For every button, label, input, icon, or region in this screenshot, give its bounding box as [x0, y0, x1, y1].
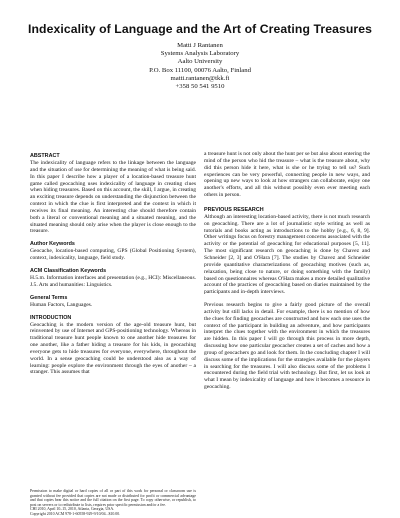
previous-research-heading: PREVIOUS RESEARCH	[204, 206, 264, 213]
author-phone: +358 50 541 9510	[175, 83, 225, 91]
conference-line: CHI 2010, April 10–15, 2010, Atlanta, Georgia, USA.	[30, 507, 115, 512]
acm-classification-heading: ACM Classification Keywords	[30, 267, 107, 274]
paper-title: Indexicality of Language and the Art of Creating Treasures	[28, 22, 372, 36]
general-terms-heading: General Terms	[30, 294, 68, 301]
previous-research-paragraph-2: Previous research begins to give a fairly good picture of the overall activity but still lacks in detail. For example, there is no mention of how the clues for finding geocaches are constructed and how each one uses the context of the participant in building an adventure, and how participants interpret the clues together with the environment in which the treasures are hidden. In this paper I will go through this process in more depth, discussing how one particular geocacher creates a set of caches and how a group of geocachers go and look for them. In the concluding chapter I will discuss some of the implications for the strategies available for the players in searching for the treasures. I will also discuss some of the problems I encountered during the field trial with technology. But first, let us look at what I mean by indexicality of language and how it becomes a resource in geocaching.	[204, 302, 370, 391]
author-address: P.O. Box 11100, 00076 Aalto, Finland	[149, 66, 251, 74]
author-name: Matti J Rantanen	[177, 42, 223, 49]
author-keywords-heading: Author Keywords	[30, 241, 75, 248]
author-email: matti.rantanen@tkk.fi	[170, 74, 230, 82]
general-terms-text: Human Factors, Languages.	[30, 301, 93, 308]
author-keywords-text: Geocache, location-based computing, GPS (Global Positioning System), context, indexicality, language, field study.	[30, 248, 196, 262]
left-column	[30, 153, 196, 376]
abstract-heading: ABSTRACT	[30, 153, 60, 159]
acm-classification-text: H.5.m. Information interfaces and presentation (e.g., HCI): Miscellaneous. J.5. Arts and humanities: Linguistics.	[30, 274, 196, 288]
author-block	[0, 42, 400, 91]
introduction-text: Geocaching is the modern version of the age-old treasure hunt, but reinvented by use of Internet and GPS-positioning technology. Whereas in traditional treasure hunt people known to one another hide treasures for one another, like a father hiding a treasure for his kids, in geocaching everyone gets to hide treasures for everyone, everywhere, throughout the world. In a sense geocaching could be understood also as a way of learning: people explore the environment through the eyes of another – a stranger. This assumes that	[30, 321, 196, 376]
abstract-text: The indexicality of language refers to the linkage between the language and the situation of use for determining the meaning of what is being said. In this paper I describe how a player of a location-based treasure hunt game called geocaching uses indexicality of language in creating clues when hiding treasures. Based on this account, the skill, I argue, in creating an exciting treasure depends on understanding the disjunction between the context in which the clue is first interpreted and the context in which it receives its final meaning. An interesting clue should therefore contain both a literal or conventional meaning and a situated meaning, and the situated meaning should only arise when the player is close enough to the treasure.	[30, 160, 196, 235]
introduction-heading: INTRODUCTION	[30, 314, 72, 321]
introduction-continuation: a treasure hunt is not only about the hunt per se but also about entering the mind of the person who hid the treasure – what is the treasure about, why did this person hide it here, what is she or he trying to tell us? Such experiences can be very powerful, connecting people in new ways, and opening up new ways to look at how strangers can collaborate, enjoy one another's efforts, and all this without possibly even ever meeting each others in person.	[204, 151, 370, 199]
copyright-line: Copyright 2010 ACM 978-1-60558-929-9/10/04...$10.00.	[30, 511, 121, 516]
previous-research-paragraph-1: Although an interesting location-based activity, there is not much research on geocaching. There are a lot of journalistic style writing as well as tutorials and books acting as introductions to the hobby [e.g., 6, 8, 9]. Other writings focus on forestry management concerns associated with the activity or the potential of geocaching for educational purposes [5, 11]. The most significant research on geocaching is done by Chavez and Schneider [2, 3] and O'Hara [7]. The studies by Chavez and Schneider provide quantitative characterizations of geocaching motives (such as, relaxation, being close to nature, or doing something with the family) based on questionnaires whereas O'Hara makes a more detailed qualitative account of the practices of geocaching based on diaries maintained by the participants and in-depth interviews.	[204, 213, 370, 296]
permission-text: Permission to make digital or hard copies of all or part of this work for personal or classroom use is granted without fee provided that copies are not made or distributed for profit or commercial advantage and that copies bear this notice and the full citation on the first page. To copy otherwise, or republish, to post on servers or to redistribute to lists, requires prior specific permission and/or a fee.	[30, 489, 196, 507]
author-affiliation: Systems Analysis Laboratory	[160, 50, 240, 58]
author-university: Aalto University	[177, 58, 223, 66]
right-column	[204, 151, 370, 391]
permission-footnote	[30, 489, 196, 516]
